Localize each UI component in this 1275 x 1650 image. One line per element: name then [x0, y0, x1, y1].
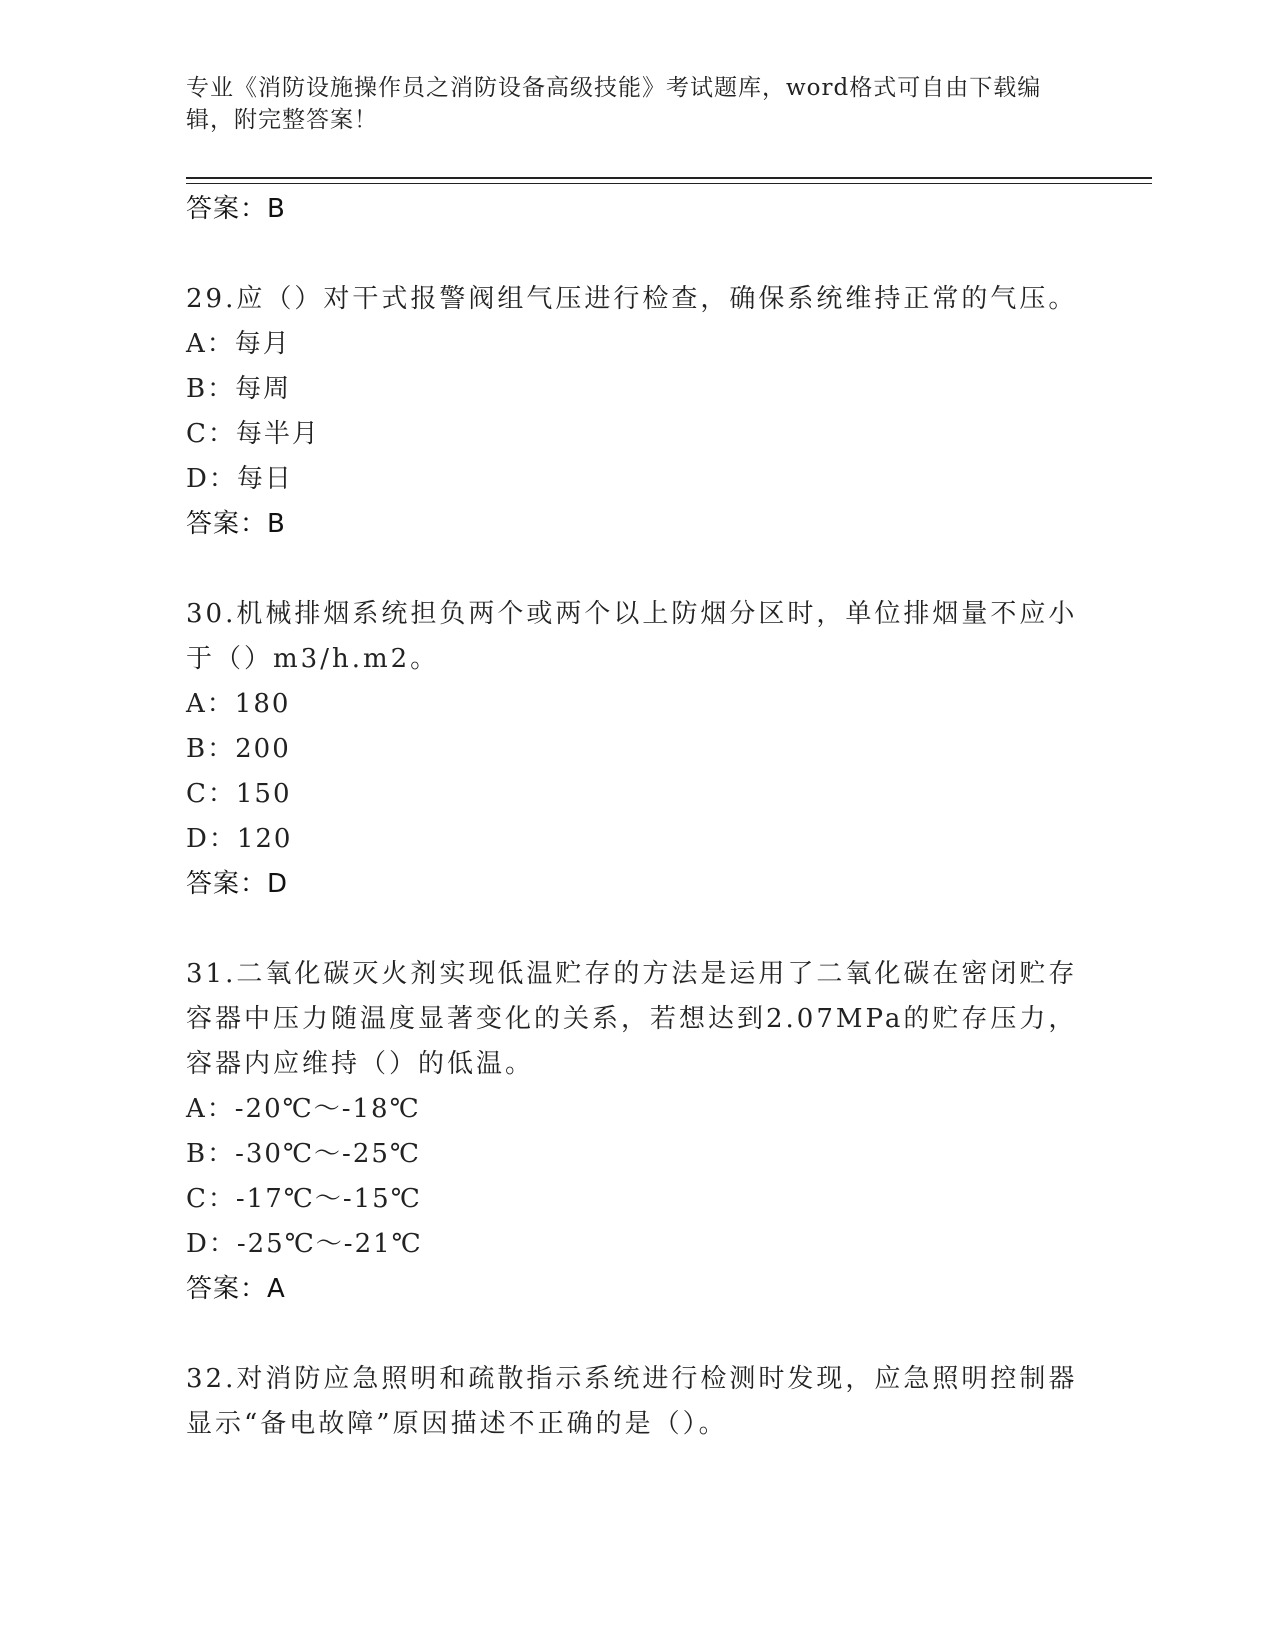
answer-line: 答案：B [186, 509, 286, 539]
option-b: B：每周 [186, 374, 292, 404]
option-d: D：120 [186, 824, 293, 854]
question-29 [186, 277, 1086, 547]
option-c: C：-17℃～-15℃ [186, 1184, 422, 1214]
question-list [186, 187, 1086, 1447]
header-divider-thin [186, 183, 1152, 184]
question-31 [186, 952, 1086, 1312]
question-30 [186, 592, 1086, 907]
option-d: D：-25℃～-21℃ [186, 1229, 423, 1259]
question-stem: 31.二氧化碳灭火剂实现低温贮存的方法是运用了二氧化碳在密闭贮存容器中压力随温度显著变化的关系，若想达到2.07MPa的贮存压力，容器内应维持（）的低温。 [186, 959, 1078, 1079]
header-divider [186, 177, 1152, 179]
option-c: C：150 [186, 779, 292, 809]
question-32 [186, 1357, 1086, 1447]
option-b: B：200 [186, 734, 291, 764]
option-a: A：每月 [186, 329, 291, 359]
answer-line: 答案：A [186, 1274, 286, 1304]
question-stem: 29.应（）对干式报警阀组气压进行检查，确保系统维持正常的气压。 [186, 284, 1078, 314]
answer-line: 答案：B [186, 194, 286, 224]
question-stem: 32.对消防应急照明和疏散指示系统进行检测时发现，应急照明控制器显示“备电故障”原因描述不正确的是（）。 [186, 1364, 1078, 1439]
option-d: D：每日 [186, 464, 293, 494]
option-a: A：180 [186, 689, 291, 719]
option-a: A：-20℃～-18℃ [186, 1094, 421, 1124]
answer-line: 答案：D [186, 869, 289, 899]
option-b: B：-30℃～-25℃ [186, 1139, 422, 1169]
question-stem: 30.机械排烟系统担负两个或两个以上防烟分区时，单位排烟量不应小于（）m3/h.m2。 [186, 599, 1078, 674]
option-c: C：每半月 [186, 419, 320, 449]
document-intro: 专业《消防设施操作员之消防设备高级技能》考试题库，word格式可自由下载编辑，附完整答案！ [186, 75, 1042, 133]
